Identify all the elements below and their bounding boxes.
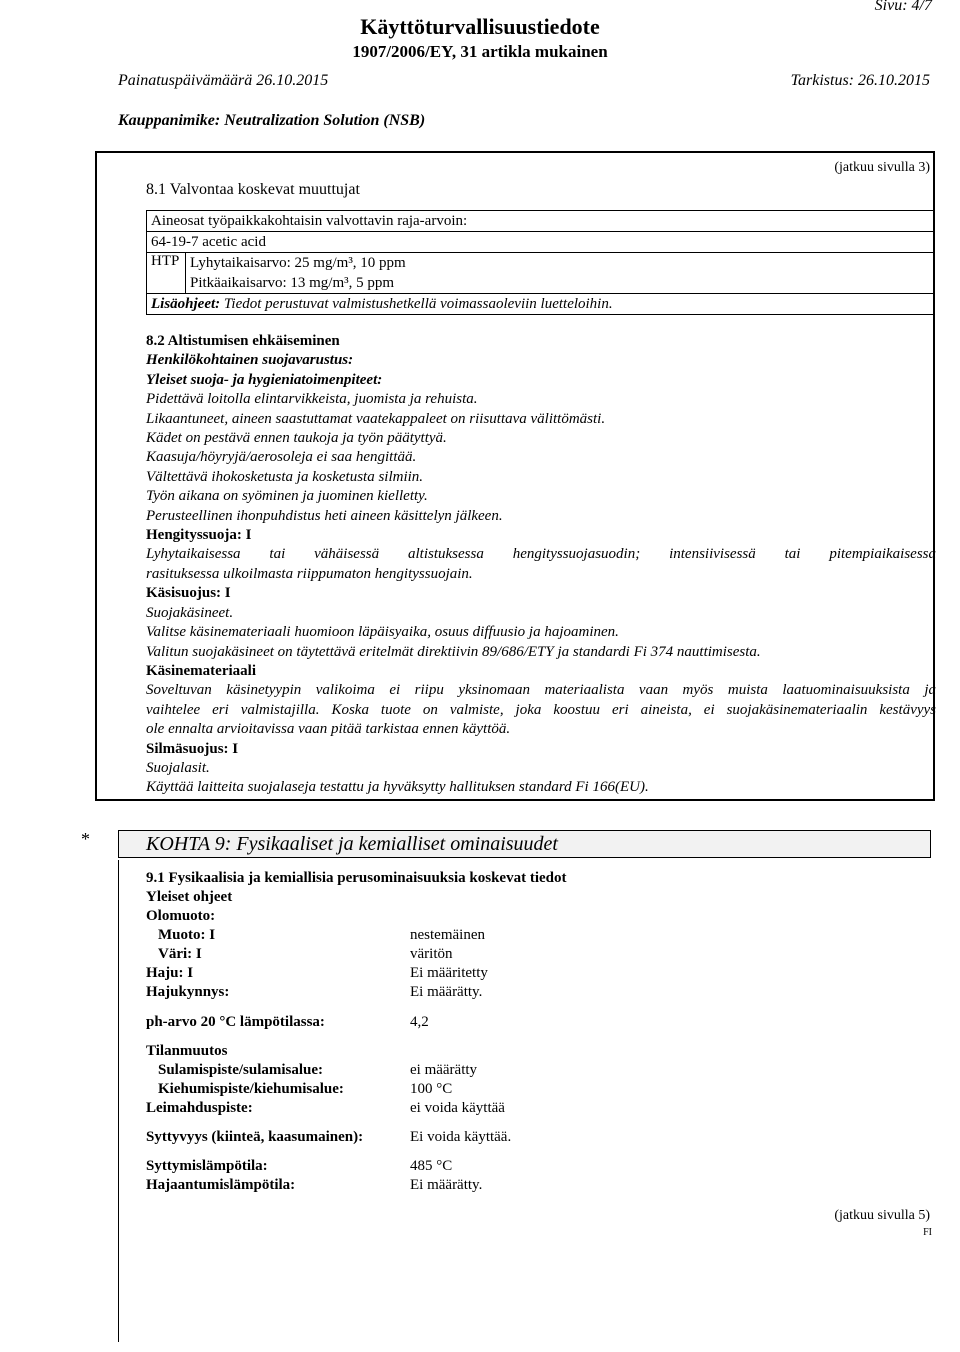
- document-title: Käyttöturvallisuustiedote: [360, 14, 600, 39]
- hand-title: Käsisuojus: I: [146, 585, 231, 602]
- s82-block: [146, 332, 936, 798]
- property-label: Tilanmuutos: [146, 1043, 228, 1059]
- short-term-limit: Lyhytaikaisarvo: 25 mg/m³, 10 ppm: [190, 255, 406, 271]
- extra-info: [147, 294, 934, 315]
- hygiene-item: Kädet on pestävä ennen taukoja ja työn päätyttyä.: [146, 430, 447, 447]
- glove-line: ole ennalta arvioitavissa vaan pitää tarkistaa ennen käyttöä.: [146, 721, 511, 738]
- page-number: Sivu: 4/7: [874, 0, 932, 14]
- section9-title: KOHTA 9: Fysikaaliset ja kemialliset ominaisuudet: [146, 833, 558, 855]
- glove-line: Soveltuvan käsinetyypin valikoima ei riipu yksinomaan materiaalista vaan myös muista laatuominaisuuksista ja: [146, 682, 936, 699]
- extra-text: Tiedot perustuvat valmistushetkellä voimassaoleviin luetteloihin.: [223, 296, 613, 312]
- limit-type: HTP: [147, 253, 186, 294]
- extra-label: Lisäohjeet:: [151, 296, 221, 312]
- property-label: Syttyvyys (kiinteä, kaasumainen):: [146, 1129, 364, 1145]
- long-term-limit: Pitkäaikaisarvo: 13 mg/m³, 5 ppm: [190, 275, 395, 291]
- property-label: Kiehumispiste/kiehumisalue:: [158, 1081, 344, 1097]
- property-value: Ei määritetty: [410, 965, 488, 981]
- hygiene-item: Perusteellinen ihonpuhdistus heti aineen käsittelyn jälkeen.: [146, 507, 503, 524]
- s91-title: 9.1 Fysikaalisia ja kemiallisia perusominaisuuksia koskevat tiedot: [146, 870, 567, 886]
- property-label: Muoto: I: [158, 927, 216, 943]
- hygiene-item: Pidettävä loitolla elintarvikkeista, juomista ja rehuista.: [146, 391, 478, 408]
- property-label: Hajukynnys:: [146, 984, 230, 1000]
- hygiene-item: Kaasuja/höyryjä/aerosoleja ei saa hengittää.: [146, 449, 417, 466]
- hygiene-title: Yleiset suoja- ja hygieniatoimenpiteet:: [146, 371, 383, 388]
- exposure-limits-table: [146, 210, 934, 315]
- hygiene-item: Työn aikana on syöminen ja juominen kielletty.: [146, 488, 428, 505]
- property-label: Sulamispiste/sulamisalue:: [158, 1062, 324, 1078]
- property-value: Ei voida käyttää.: [410, 1129, 512, 1145]
- property-label: Syttymislämpötila:: [146, 1158, 268, 1174]
- glove-line: vaihtelee eri valmistajilla. Koska tuote on valmiste, joka koostuu eri aineista, ei suojakäsinemateriaalin kestävyys: [146, 701, 936, 718]
- property-value: väritön: [410, 946, 453, 962]
- s81-title: 8.1 Valvontaa koskevat muuttujat: [146, 181, 360, 198]
- hygiene-item: Vältettävä ihokosketusta ja kosketusta silmiin.: [146, 468, 424, 485]
- print-date: Painatuspäivämäärä 26.10.2015: [118, 72, 329, 89]
- glove-title: Käsinemateriaali: [146, 662, 256, 679]
- property-label: Haju: I: [146, 965, 194, 981]
- property-value: Ei määrätty.: [410, 984, 483, 1000]
- trade-name: Kauppanimike: Neutralization Solution (NSB): [118, 112, 426, 129]
- property-value: ei määrätty: [410, 1062, 478, 1078]
- table-heading: Aineosat työpaikkakohtaisin valvottavin raja-arvoin:: [147, 211, 934, 232]
- property-value: 100 °C: [410, 1081, 453, 1097]
- document-subtitle: 1907/2006/EY, 31 artikla mukainen: [352, 42, 608, 61]
- eye-item: Käyttää laitteita suojalaseja testattu ja hyväksytty hallituksen standard Fi 166(EU).: [146, 779, 649, 796]
- hand-item: Valitse käsinemateriaali huomioon läpäisyaika, osuus diffuusio ja hajoaminen.: [146, 624, 619, 641]
- limit-values: [186, 253, 934, 294]
- substance-name: 64-19-7 acetic acid: [147, 232, 934, 253]
- resp-text: Lyhytaikaisessa tai vähäisessä altistuksessa hengityssuojasuodin; intensiivisessä tai pitempiaikaisessa: [146, 546, 936, 563]
- country-code: FI: [923, 1227, 932, 1238]
- hygiene-item: Likaantuneet, aineen saastuttamat vaatekappaleet on riisuttava välittömästi.: [146, 410, 606, 427]
- resp-title: Hengityssuoja: I: [146, 527, 252, 544]
- continued-to: (jatkuu sivulla 5): [834, 1208, 930, 1223]
- appearance-heading: Olomuoto:: [146, 908, 216, 924]
- changed-marker: *: [81, 829, 90, 849]
- property-value: ei voida käyttää: [410, 1100, 505, 1116]
- property-label: Hajaantumislämpötila:: [146, 1177, 296, 1193]
- resp-text: rasituksessa ulkoilmasta riippumaton hengityssuojain.: [146, 565, 473, 582]
- property-label: Väri: I: [158, 946, 202, 962]
- hand-item: Suojakäsineet.: [146, 604, 234, 621]
- property-label: Leimahduspiste:: [146, 1100, 253, 1116]
- general-heading: Yleiset ohjeet: [146, 889, 233, 905]
- property-value: 4,2: [410, 1014, 429, 1030]
- revision-date: Tarkistus: 26.10.2015: [790, 72, 930, 89]
- eye-title: Silmäsuojus: I: [146, 740, 239, 757]
- property-label: ph-arvo 20 °C lämpötilassa:: [146, 1014, 325, 1030]
- continued-from: (jatkuu sivulla 3): [834, 160, 930, 175]
- ppe-title: Henkilökohtainen suojavarustus:: [146, 352, 354, 369]
- property-value: Ei määrätty.: [410, 1177, 483, 1193]
- s82-title: 8.2 Altistumisen ehkäiseminen: [146, 333, 340, 349]
- hand-item: Valitun suojakäsineet on täytettävä eritelmät direktiivin 89/686/ETY ja standardi Fi 374 nauttimisesta.: [146, 643, 761, 660]
- property-value: 485 °C: [410, 1158, 453, 1174]
- property-value: nestemäinen: [410, 927, 485, 943]
- eye-item: Suojalasit.: [146, 759, 210, 776]
